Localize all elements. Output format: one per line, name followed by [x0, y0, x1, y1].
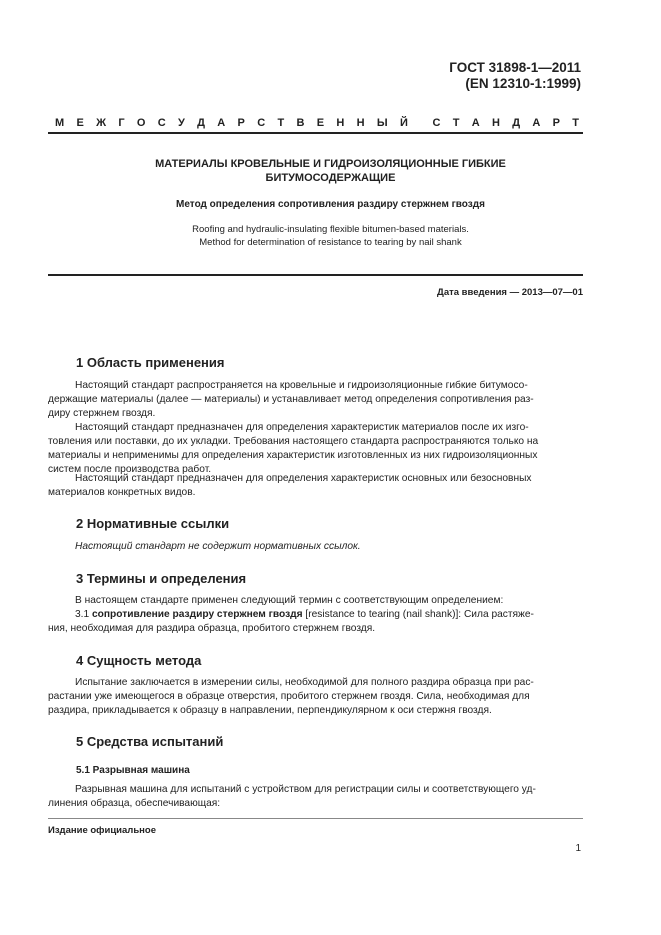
- interstate-standard-banner: [55, 117, 579, 129]
- text-line: диру стержнем гвоздя.: [48, 408, 156, 420]
- banner-letter: Т: [277, 117, 285, 129]
- banner-letter: А: [217, 117, 226, 129]
- term-line: [48, 608, 583, 622]
- footer-rule: [48, 818, 583, 819]
- banner-letter: Ж: [96, 117, 107, 129]
- banner-letter: С: [432, 117, 441, 129]
- banner-letter: Е: [316, 117, 325, 129]
- text-line: Испытание заключается в измерении силы, необходимой для полного раздира образца при рас-: [75, 677, 534, 688]
- banner-letter: Е: [76, 117, 84, 129]
- standard-code: ГОСТ 31898-1—2011: [449, 60, 581, 75]
- banner-rule: [48, 132, 583, 134]
- term-definition: [resistance to tearing (nail shank)]: Сила растяже-: [305, 609, 534, 621]
- title-line: БИТУМОСОДЕРЖАЩИЕ: [265, 172, 396, 184]
- text-line: раздира, прикладывается к образцу в направлении, перпендикулярном к оси стержня гвоздя.: [48, 705, 492, 717]
- english-title-line: Method for determination of resistance to tearing by nail shank: [199, 236, 462, 248]
- banner-letter: Т: [572, 117, 579, 129]
- paragraph: Настоящий стандарт не содержит нормативных ссылок.: [75, 541, 361, 552]
- standard-reference: (EN 12310-1:1999): [465, 76, 581, 91]
- section-heading-equipment: 5 Средства испытаний: [76, 734, 224, 749]
- banner-letter: Н: [336, 117, 345, 129]
- document-title: [48, 157, 613, 185]
- banner-letter: А: [471, 117, 480, 129]
- section-heading-scope: 1 Область применения: [76, 355, 225, 370]
- text-line: линения образца, обеспечивающая:: [48, 798, 221, 810]
- text-line: товления или поставки, до их укладки. Требования настоящего стандарта распространяются только на: [48, 436, 539, 448]
- banner-letter: С: [257, 117, 266, 129]
- banner-letter: Д: [197, 117, 205, 129]
- paragraph: [48, 783, 583, 811]
- text-line: Настоящий стандарт предназначен для определения характеристик материалов после их изго-: [75, 422, 529, 433]
- english-title-line: Roofing and hydraulic-insulating flexible bitumen-based materials.: [192, 224, 469, 235]
- banner-letter: Р: [552, 117, 560, 129]
- official-edition-note: Издание официальное: [48, 825, 156, 836]
- term-number: 3.1: [75, 609, 90, 621]
- paragraph: [48, 379, 583, 421]
- banner-letter: В: [296, 117, 305, 129]
- text-line: Разрывная машина для испытаний с устройством для регистрации силы и соответствующего уд-: [75, 784, 536, 795]
- banner-letter: Й: [399, 117, 408, 129]
- banner-letter: Н: [356, 117, 365, 129]
- text-line: Настоящий стандарт распространяется на кровельные и гидроизоляционные гибкие битумосо-: [75, 380, 528, 391]
- paragraph: [48, 676, 583, 718]
- section-heading-references: 2 Нормативные ссылки: [76, 516, 230, 531]
- standard-code-block: [449, 60, 581, 92]
- paragraph: [48, 472, 583, 500]
- text-line: ния, необходимая для раздира образца, пробитого стержнем гвоздя.: [48, 623, 376, 635]
- banner-letter: Т: [452, 117, 460, 129]
- text-line: держащие материалы (далее — материалы) и устанавливает метод определения сопротивления раз-: [48, 394, 534, 406]
- banner-letter: У: [178, 117, 185, 129]
- text-line: растании уже имеющегося в образце отверстия, пробитого стержнем гвоздя. Сила, необходимая для: [48, 691, 530, 703]
- banner-letter: О: [136, 117, 146, 129]
- text-line: В настоящем стандарте применен следующий термин с соответствующим определением:: [75, 595, 504, 606]
- banner-letter: Н: [491, 117, 500, 129]
- section-heading-terms: 3 Термины и определения: [76, 571, 247, 586]
- banner-letter: С: [157, 117, 166, 129]
- banner-letter: Г: [118, 117, 125, 129]
- page-number: 1: [575, 843, 581, 854]
- term: сопротивление раздиру стержнем гвоздя: [92, 609, 303, 621]
- banner-letter: А: [532, 117, 541, 129]
- text-line: материалы и неприменимы для определения характеристик изготовленных из них гидроизоляционных: [48, 450, 538, 462]
- english-title: [48, 224, 613, 249]
- banner-letter: Р: [237, 117, 245, 129]
- paragraph: [48, 421, 583, 477]
- banner-letter: Д: [512, 117, 521, 129]
- paragraph: [48, 594, 583, 636]
- banner-letter: Ы: [376, 117, 388, 129]
- title-rule: [48, 274, 583, 276]
- title-line: МАТЕРИАЛЫ КРОВЕЛЬНЫЕ И ГИДРОИЗОЛЯЦИОННЫЕ ГИБКИЕ: [155, 158, 506, 170]
- text-line: систем после производства работ.: [48, 464, 212, 476]
- method-title: Метод определения сопротивления раздиру стержнем гвоздя: [176, 199, 485, 210]
- subsection-heading: 5.1 Разрывная машина: [76, 765, 190, 776]
- text-line: материалов конкретных видов.: [48, 487, 196, 499]
- banner-letter: М: [55, 117, 65, 129]
- text-line: Настоящий стандарт предназначен для определения характеристик основных или безосновных: [75, 473, 532, 484]
- section-heading-method: 4 Сущность метода: [76, 653, 202, 668]
- introduction-date: Дата введения — 2013—07—01: [437, 287, 583, 298]
